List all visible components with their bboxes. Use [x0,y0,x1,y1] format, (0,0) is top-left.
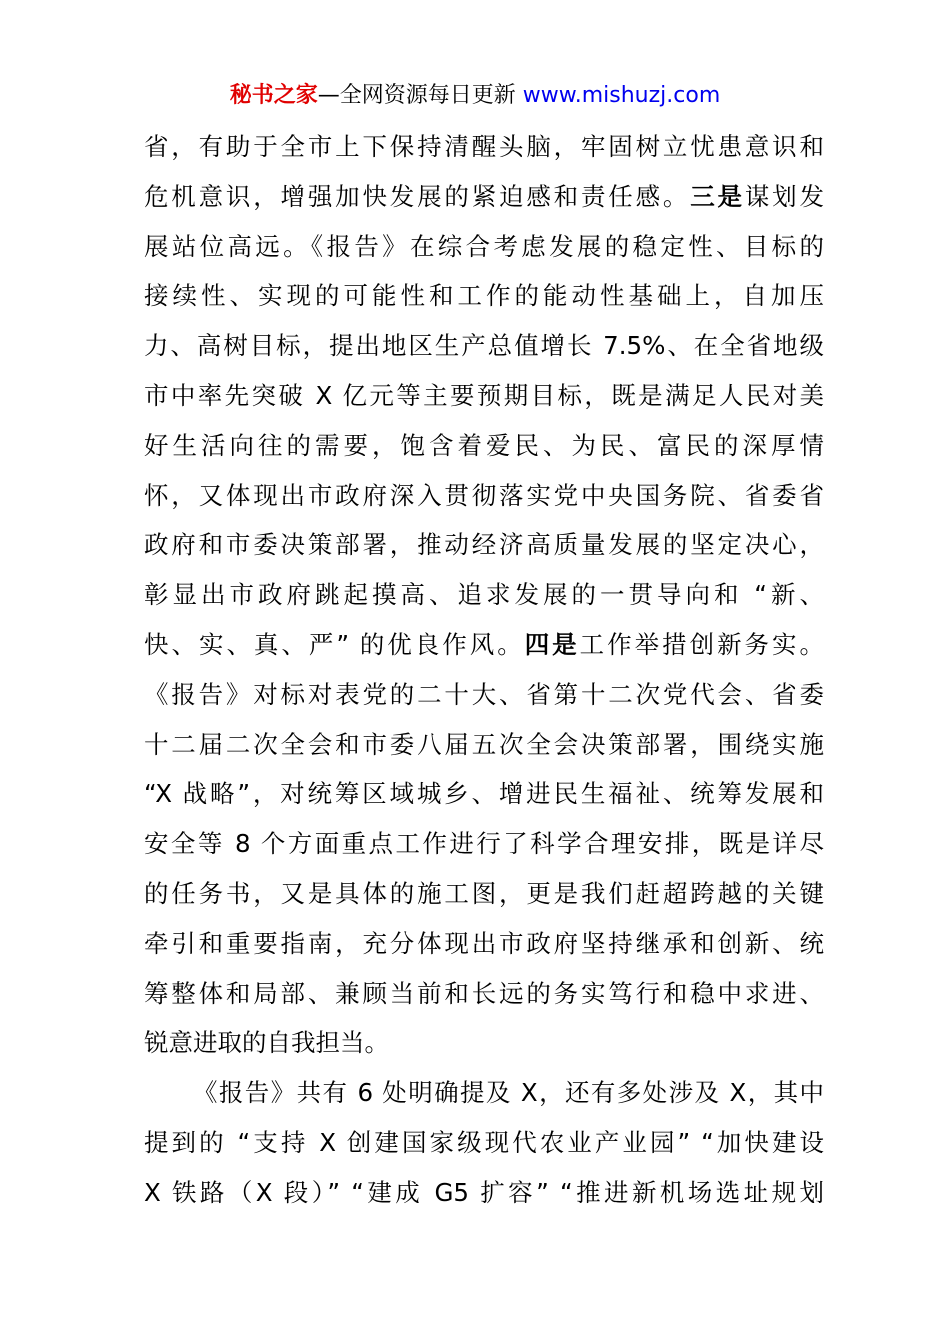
text-line: 市中率先突破 X 亿元等主要预期目标，既是满足人民对美 [144,380,824,410]
text-line: 安全等 8 个方面重点工作进行了科学合理安排，既是详尽 [144,829,824,859]
header-url-link[interactable]: www.mishuzj.com [522,83,721,108]
text-span: 谋划发 [744,181,824,211]
text-line: 的任务书，又是具体的施工图，更是我们赶超跨越的关键 [144,878,824,908]
bold-marker-four: 四是 [524,629,580,659]
text-span: 快、实、真、严” 的优良作风。 [144,629,525,659]
text-line: 展站位高远。《报告》在综合考虑发展的稳定性、目标的 [144,231,824,261]
paragraph-2 [144,1068,824,1217]
text-line: 力、高树目标，提出地区生产总值增长 7.5%、在全省地级 [144,331,824,361]
page-header [0,80,950,112]
bold-marker-three: 三是 [690,181,745,211]
text-line: X 铁路（X 段）” “建成 G5 扩容” “推进新机场选址规划 [144,1177,824,1207]
text-line: 《报告》共有 6 处明确提及 X，还有多处涉及 X，其中 [193,1078,824,1108]
text-line: “X 战略”，对统筹区域城乡、增进民生福祉、统筹发展和 [144,779,824,809]
text-line: 筹整体和局部、兼顾当前和长远的务实笃行和稳中求进、 [144,978,824,1008]
text-line: 省，有助于全市上下保持清醒头脑，牢固树立忧患意识和 [144,132,824,161]
document-body [144,122,824,1218]
text-line: 接续性、实现的可能性和工作的能动性基础上，自加压 [144,281,824,311]
text-line: 十二届二次全会和市委八届五次全会决策部署，围绕实施 [144,729,824,759]
text-line: 好生活向往的需要，饱含着爱民、为民、富民的深厚情 [144,430,824,460]
text-line: 彰显出市政府跳起摸高、追求发展的一贯导向和 “新、 [144,580,824,610]
text-line: 《报告》对标对表党的二十大、省第十二次党代会、省委 [144,679,824,709]
text-line: 牵引和重要指南，充分体现出市政府坚持继承和创新、统 [144,928,824,958]
header-brand: 秘书之家 [229,83,318,108]
text-span: 危机意识，增强加快发展的紧迫感和责任感。 [144,181,691,211]
text-line: 政府和市委决策部署，推动经济高质量发展的坚定决心， [144,530,824,560]
text-span: 工作举措创新务实。 [579,629,825,659]
text-line [144,620,824,670]
text-line: 锐意进取的自我担当。 [144,1028,389,1058]
header-tagline: —全网资源每日更新 [317,83,516,108]
text-line: 怀，又体现出市政府深入贯彻落实党中央国务院、省委省 [144,480,824,510]
text-line: 提到的 “支持 X 创建国家级现代农业产业园” “加快建设 [144,1127,824,1157]
text-line [144,172,824,222]
paragraph-1 [144,122,824,1068]
